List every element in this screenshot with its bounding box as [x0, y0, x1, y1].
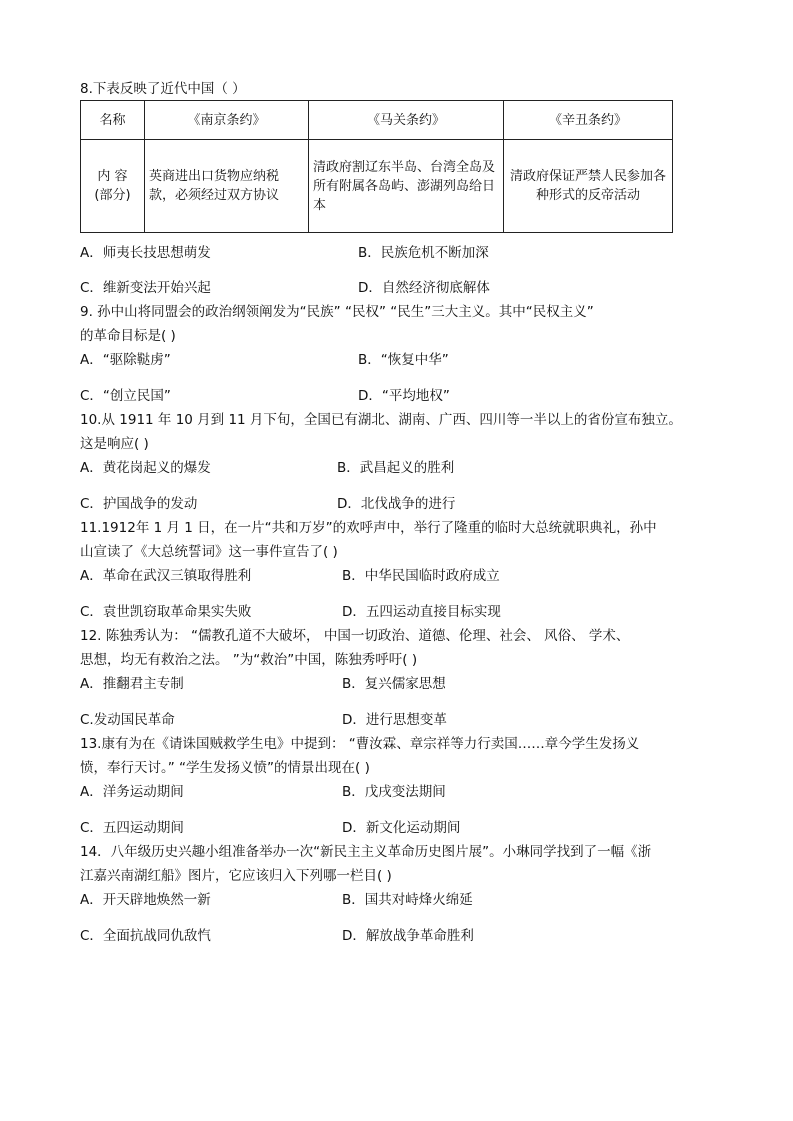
- q10-option-c[interactable]: C．护国战争的发动: [80, 496, 198, 512]
- q12-option-a[interactable]: A．推翻君主专制: [80, 676, 184, 692]
- header-xinchou: 《辛丑条约》: [504, 101, 673, 140]
- header-name: 名称: [81, 101, 145, 140]
- q14-stem-line-1: 14．八年级历史兴趣小组准备举办一次“新民主主义革命历史图片展”。小琳同学找到了一幅《浙: [80, 844, 652, 860]
- treaty-table-content-row: [81, 140, 673, 233]
- q10-option-d[interactable]: D．北伐战争的进行: [337, 496, 456, 512]
- q8-option-a[interactable]: A．师夷长技思想萌发: [80, 245, 211, 261]
- q8-option-c[interactable]: C．维新变法开始兴起: [80, 280, 211, 296]
- q9-option-c[interactable]: C．“创立民国”: [80, 388, 171, 404]
- q10-stem-line-1: 10.从 1911 年 10 月到 11 月下旬，全国已有湖北、湖南、广西、四川等一半以上的省份宣布独立。: [80, 412, 682, 428]
- q11-option-a[interactable]: A．革命在武汉三镇取得胜利: [80, 568, 252, 584]
- q9-stem-line-1: 9. 孙中山将同盟会的政治纲领阐发为“民族” “民权” “民生”三大主义。其中“民权主义”: [80, 304, 594, 320]
- q13-option-d[interactable]: D．新文化运动期间: [342, 820, 461, 836]
- q9-stem-line-2: 的革命目标是( ): [80, 328, 176, 344]
- header-maguan: 《马关条约》: [309, 101, 504, 140]
- cell-xinchou: 清政府保证严禁人民参加各种形式的反帝活动: [504, 140, 673, 233]
- q14-option-a[interactable]: A．开天辟地焕然一新: [80, 892, 211, 908]
- q8-stem: 8.下表反映了近代中国（ ）: [80, 81, 246, 97]
- q14-option-d[interactable]: D．解放战争革命胜利: [342, 928, 474, 944]
- q12-option-c[interactable]: C.发动国民革命: [80, 712, 175, 728]
- q12-stem-line-2: 思想，均无有救治之法。 ”为“救治”中国，陈独秀呼吁( ): [80, 652, 418, 668]
- q11-option-d[interactable]: D．五四运动直接目标实现: [342, 604, 501, 620]
- row-label: [81, 140, 145, 233]
- q12-option-b[interactable]: B．复兴儒家思想: [342, 676, 446, 692]
- header-nanjing: 《南京条约》: [145, 101, 309, 140]
- q14-option-b[interactable]: B．国共对峙烽火绵延: [342, 892, 473, 908]
- cell-maguan: 清政府割辽东半岛、台湾全岛及所有附属各岛屿、澎湖列岛给日本: [309, 140, 504, 233]
- q12-stem-line-1: 12. 陈独秀认为： “儒教孔道不大破坏， 中国一切政治、道德、伦理、社会、 风俗、 学术、: [80, 628, 630, 644]
- q9-option-a[interactable]: A．“驱除鞑虏”: [80, 352, 171, 368]
- q8-option-d[interactable]: D．自然经济彻底解体: [358, 280, 490, 296]
- q13-stem-line-2: 愤，奉行天讨。” “学生发扬义愤”的情景出现在( ): [80, 760, 370, 776]
- q11-option-c[interactable]: C．袁世凯窃取革命果实失败: [80, 604, 252, 620]
- q12-option-d[interactable]: D．进行思想变革: [342, 712, 447, 728]
- q13-stem-line-1: 13.康有为在《请诛国贼救学生电》中提到： “曹汝霖、章宗祥等力行卖国……章今学生发扬义: [80, 736, 640, 752]
- q11-stem-line-2: 山宣读了《大总统誓词》这一事件宣告了( ): [80, 544, 338, 560]
- q14-stem-line-2: 江嘉兴南湖红船》图片，它应该归入下列哪一栏目( ): [80, 868, 392, 884]
- q11-stem-line-1: 11.1912年 1 月 1 日，在一片“共和万岁”的欢呼声中，举行了隆重的临时大总统就职典礼，孙中: [80, 520, 657, 536]
- treaty-table: [80, 100, 673, 233]
- row-label-line-1: 内 容: [97, 169, 128, 184]
- cell-nanjing: 英商进出口货物应纳税款，必须经过双方协议: [145, 140, 309, 233]
- treaty-table-header-row: [81, 101, 673, 140]
- q13-option-c[interactable]: C．五四运动期间: [80, 820, 184, 836]
- q10-option-a[interactable]: A．黄花岗起义的爆发: [80, 460, 211, 476]
- q13-option-b[interactable]: B．戊戌变法期间: [342, 784, 446, 800]
- q10-stem-line-2: 这是响应( ): [80, 436, 149, 452]
- q14-option-c[interactable]: C．全面抗战同仇敌忾: [80, 928, 211, 944]
- q9-option-d[interactable]: D．“平均地权”: [358, 388, 450, 404]
- q8-option-b[interactable]: B．民族危机不断加深: [358, 245, 489, 261]
- row-label-line-2: (部分): [94, 188, 131, 203]
- q11-option-b[interactable]: B．中华民国临时政府成立: [342, 568, 500, 584]
- q13-option-a[interactable]: A．洋务运动期间: [80, 784, 184, 800]
- q9-option-b[interactable]: B．“恢复中华”: [358, 352, 449, 368]
- q10-option-b[interactable]: B．武昌起义的胜利: [337, 460, 455, 476]
